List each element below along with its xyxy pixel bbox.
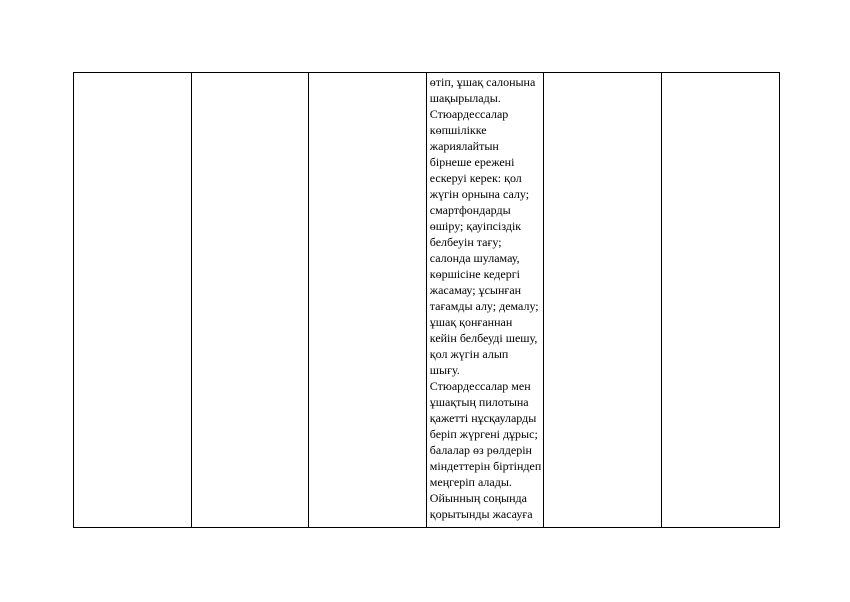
- table-cell-2: [191, 73, 309, 528]
- text-line: шығу.: [429, 363, 460, 377]
- text-line: Ойынның соңында: [429, 491, 527, 505]
- text-line: көршісіне кедергі: [429, 267, 520, 281]
- text-line: кейін белбеуді шешу,: [429, 331, 538, 345]
- text-line: көпшілікке: [429, 123, 487, 137]
- lesson-table: [73, 72, 780, 528]
- text-line: Стюардессалар: [429, 107, 509, 121]
- text-line: қажетті нұсқауларды: [429, 411, 537, 425]
- text-line: өтіп, ұшақ салонына: [429, 75, 536, 89]
- table-cell-4: [426, 73, 544, 528]
- text-line: ұшақтың пилотына: [429, 395, 529, 409]
- table-cell-5: [544, 73, 662, 528]
- text-line: жариялайтын: [429, 139, 499, 153]
- text-line: шақырылады.: [429, 91, 501, 105]
- cell-4-text: [427, 73, 544, 522]
- text-line: өшіру; қауіпсіздік: [429, 219, 522, 233]
- text-line: жасамау; ұсынған: [429, 283, 522, 297]
- text-line: бірнеше ережені: [429, 155, 515, 169]
- text-line: тағамды алу; демалу;: [429, 299, 539, 313]
- text-line: қорытынды жасауға: [429, 507, 533, 521]
- text-line: балалар өз рөлдерін: [429, 443, 532, 457]
- table-cell-6: [661, 73, 779, 528]
- text-line: смартфондарды: [429, 203, 511, 217]
- text-line: салонда шуламау,: [429, 251, 520, 265]
- text-line: ұшақ қонғаннан: [429, 315, 513, 329]
- table-cell-1: [74, 73, 192, 528]
- text-line: қол жүгін алып: [429, 347, 509, 361]
- table-cell-3: [309, 73, 427, 528]
- text-line: Стюардессалар мен: [429, 379, 531, 393]
- text-line: ескеруі керек: қол: [429, 171, 522, 185]
- text-line: меңгеріп алады.: [429, 475, 512, 489]
- text-line: жүгін орнына салу;: [429, 187, 530, 201]
- text-line: белбеуін тағу;: [429, 235, 502, 249]
- table-row: [74, 73, 780, 528]
- text-line: міндеттерін біртіндеп: [429, 459, 542, 473]
- text-line: беріп жүргені дұрыс;: [429, 427, 538, 441]
